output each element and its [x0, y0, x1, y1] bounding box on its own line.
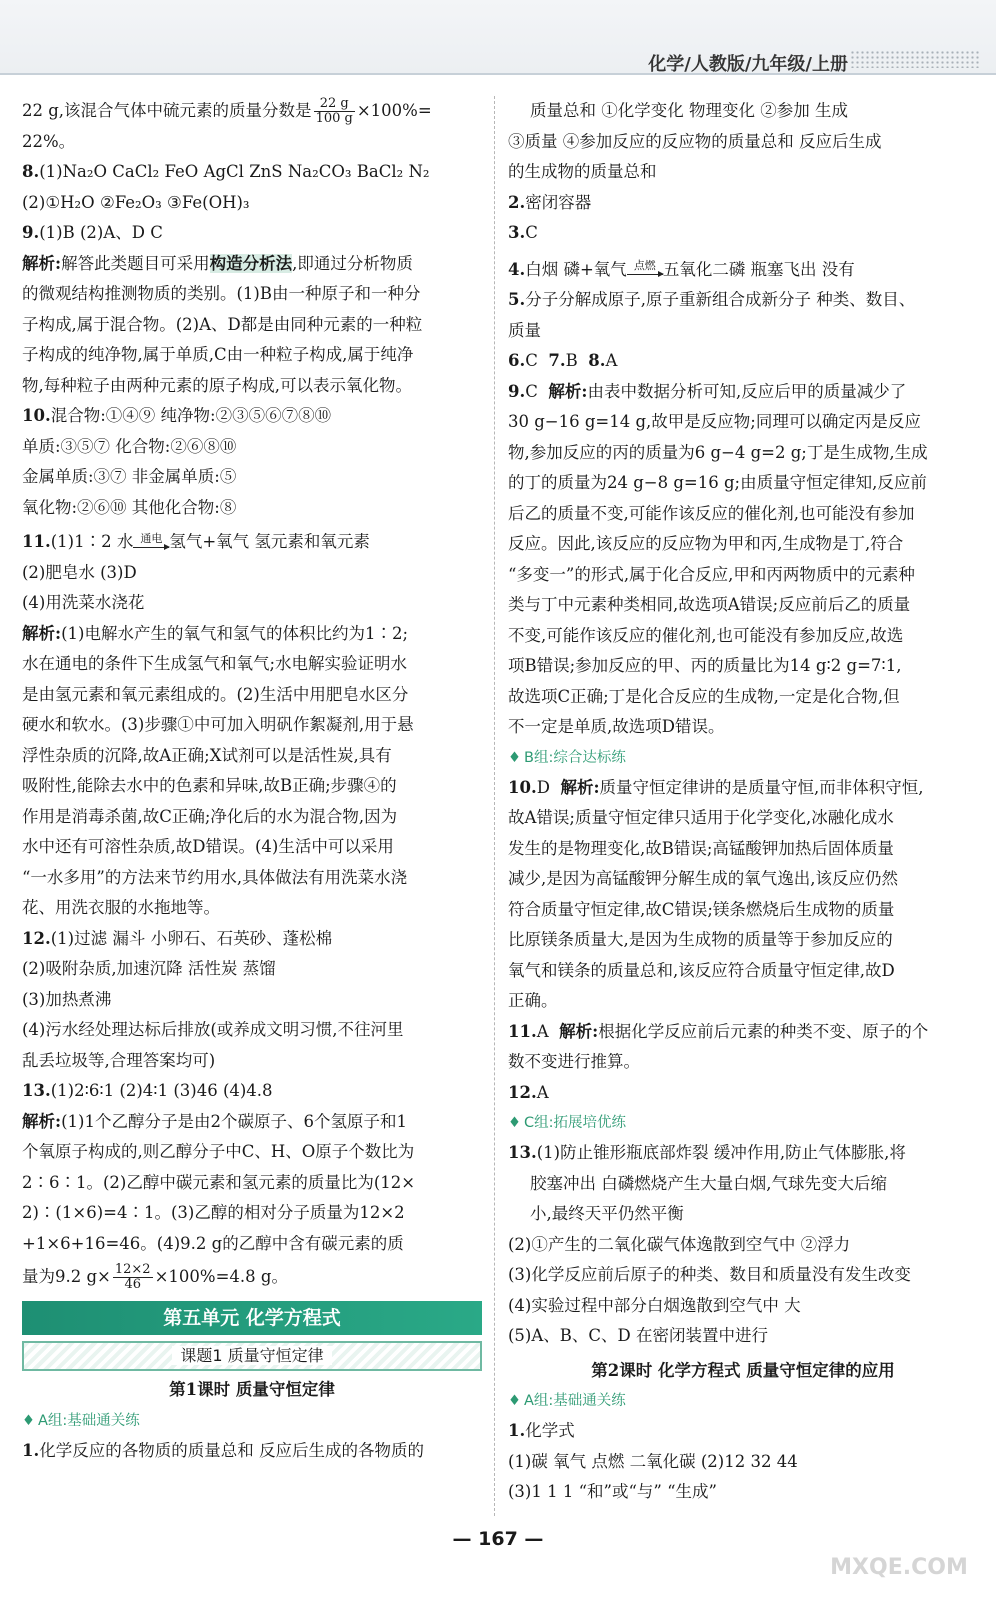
- analysis-line: 比原镁条质量大,是因为生成物的质量等于参加反应的: [508, 930, 893, 949]
- highlighted-term: 构造分析法: [209, 253, 293, 273]
- question-number: 9.: [508, 381, 526, 401]
- answer-text: 化学反应的各物质的质量总和 反应后生成的各物质的: [39, 1440, 424, 1460]
- question-11: [22, 527, 482, 558]
- analysis-line: 后乙的质量不变,可能作该反应的催化剂,也可能没有参加: [508, 503, 915, 523]
- answer-line: (2)①产生的二氧化碳气体逸散到空气中 ②浮力: [508, 1234, 851, 1254]
- text: 解答此类题目可采用: [61, 253, 210, 273]
- group-heading: ♦ A组:基础通关练: [508, 1386, 978, 1416]
- svg-text:MXQE.COM: MXQE.COM: [830, 1555, 968, 1580]
- analysis-label: 解析:: [560, 777, 600, 797]
- analysis-line: 是由氢元素和氧元素组成的。(2)生活中用肥皂水区分: [22, 684, 409, 704]
- analysis-line: 反应。因此,该反应的反应物为甲和丙,生成物是丁,符合: [508, 534, 904, 553]
- answer-text: C: [525, 351, 538, 370]
- analysis-line: 物,参加反应的丙的质量为6 g−4 g=2 g;丁是生成物,生成: [508, 442, 928, 462]
- question-number: 12.: [22, 928, 51, 948]
- analysis-line: 减少,是因为高锰酸钾分解生成的氧气逸出,该反应仍然: [508, 869, 898, 888]
- question-12: [508, 1078, 978, 1109]
- question-number: 2.: [508, 192, 526, 212]
- question-12: [22, 924, 482, 955]
- reaction-arrow: [627, 259, 663, 277]
- analysis-line: 符合质量守恒定律,故C错误;镁条燃烧后生成物的质量: [508, 899, 895, 919]
- analysis-line: [22, 249, 482, 280]
- analysis-line: 项B错误;参加反应的甲、丙的质量比为14 g∶2 g=7∶1,: [508, 656, 902, 675]
- answer-text: (1)过滤 漏斗 小卵石、石英砂、蓬松棉: [50, 928, 333, 948]
- right-column: [508, 96, 978, 1508]
- question-10: [508, 773, 978, 804]
- column-divider: [494, 96, 495, 1516]
- analysis-line: 氧气和镁条的质量总和,该反应符合质量守恒定律,故D: [508, 960, 895, 980]
- analysis-line: “多变一”的形式,属于化合反应,甲和丙两物质中的元素种: [508, 564, 915, 584]
- analysis-line: 故选项C正确;丁是化合反应的生成物,一定是化合物,但: [508, 686, 900, 706]
- header-title: 化学/人教版/九年级/上册: [648, 54, 848, 75]
- analysis-label: 解析:: [548, 381, 588, 401]
- questions-6-8: [508, 346, 978, 377]
- analysis-line: [22, 1259, 482, 1295]
- analysis-line: 子构成的纯净物,属于单质,C由一种粒子构成,属于纯净: [22, 345, 414, 364]
- analysis-line: 故A错误;质量守恒定律只适用于化学变化,冰融化成水: [508, 808, 894, 827]
- answer-line: (2)肥皂水 (3)D: [22, 562, 137, 582]
- question-number: 13.: [508, 1143, 537, 1162]
- analysis-line: [22, 1107, 482, 1138]
- answer-text: 氢气+氧气 氢元素和氧元素: [169, 532, 370, 551]
- group-heading: ♦ A组:基础通关练: [22, 1406, 482, 1436]
- analysis-line: 的丁的质量为24 g−8 g=16 g;由质量守恒定律知,反应前: [508, 473, 927, 492]
- answer-line: 氧化物:②⑥⑩ 其他化合物:⑧: [22, 497, 237, 517]
- question-number: 5.: [508, 290, 526, 309]
- group-heading: ♦ C组:拓展培优练: [508, 1108, 978, 1138]
- question-number: 8.: [588, 351, 606, 370]
- answer-line: 质量: [508, 320, 541, 340]
- page-number: — 167 —: [452, 1528, 544, 1550]
- question-number: 8.: [22, 162, 40, 181]
- question-9: [22, 218, 482, 249]
- analysis-line: 的微观结构推测物质的类别。(1)B由一种原子和一种分: [22, 284, 421, 303]
- reaction-arrow: [133, 531, 169, 550]
- answer-text: 分子分解成原子,原子重新组合成新分子 种类、数目、: [525, 290, 916, 309]
- question-number: 11.: [22, 532, 51, 551]
- text: 由表中数据分析可知,反应后甲的质量减少了: [587, 381, 907, 401]
- question-2: [508, 188, 978, 219]
- question-number: 7.: [548, 351, 566, 370]
- answer-text: (1)2∶6∶1 (2)4∶1 (3)46 (4)4.8: [50, 1081, 273, 1100]
- analysis-line: “一水多用”的方法来节约用水,具体做法有用洗菜水浇: [22, 867, 408, 887]
- answer-line: (1)碳 氧气 点燃 二氧化碳 (2)12 32 44: [508, 1451, 798, 1471]
- analysis-label: 解析:: [22, 623, 62, 643]
- question-number: 13.: [22, 1081, 51, 1100]
- text: (1)电解水产生的氧气和氢气的体积比约为1∶2;: [61, 623, 409, 643]
- text: (1)1个乙醇分子是由2个碳原子、6个氢原子和1: [61, 1111, 407, 1131]
- question-10: [22, 401, 482, 432]
- question-number: 4.: [508, 259, 526, 279]
- analysis-line: 吸附性,能除去水中的色素和异味,故B正确;步骤④的: [22, 776, 397, 795]
- answer-line: (3)加热煮沸: [22, 989, 112, 1009]
- period-title: 第1课时 质量守恒定律: [169, 1380, 335, 1399]
- answer-text: 密闭容器: [525, 192, 592, 212]
- watermark-logo: [824, 1540, 974, 1590]
- answer-text: 五氧化二磷 瓶塞飞出 没有: [662, 259, 855, 279]
- answer-line: (2)吸附杂质,加速沉降 活性炭 蒸馏: [22, 959, 276, 978]
- period-title: 第2课时 化学方程式 质量守恒定律的应用: [591, 1360, 895, 1380]
- answer-line: (3)1 1 1 “和”或“与” “生成”: [508, 1482, 717, 1501]
- question-11: [508, 1017, 978, 1048]
- answer-text: (1)防止锥形瓶底部炸裂 缓冲作用,防止气体膨胀,将: [536, 1143, 906, 1162]
- analysis-line: 硬水和软水。(3)步骤①中可加入明矾作絮凝剂,用于悬: [22, 715, 414, 734]
- analysis-line: 子构成,属于混合物。(2)A、D都是由同种元素的一种粒: [22, 314, 423, 334]
- fraction: [314, 97, 355, 126]
- answer-text: A: [536, 1082, 549, 1102]
- question-number: 1.: [22, 1440, 40, 1460]
- question-13: [508, 1138, 978, 1169]
- answer-line: (4)用洗菜水浇花: [22, 593, 145, 612]
- question-3: [508, 218, 978, 249]
- answer-text: C: [525, 381, 538, 401]
- answer-line: 单质:③⑤⑦ 化合物:②⑥⑧⑩: [22, 436, 237, 456]
- analysis-line: 作用是消毒杀菌,故C正确;净化后的水为混合物,因为: [22, 806, 398, 826]
- answer-line: ③质量 ④参加反应的反应物的质量总和 反应后生成: [508, 131, 882, 151]
- analysis-line: [22, 619, 482, 650]
- analysis-line: 30 g−16 g=14 g,故甲是反应物;同理可以确定丙是反应: [508, 412, 921, 431]
- question-number: 9.: [22, 223, 40, 242]
- question-number: 10.: [508, 777, 537, 797]
- analysis-line: 花、用洗衣服的水拖地等。: [22, 898, 220, 917]
- reaction-condition: 通电: [140, 531, 163, 545]
- question-number: 10.: [22, 406, 51, 425]
- analysis-line: 个氧原子构成的,则乙醇分子中C、H、O原子个数比为: [22, 1142, 415, 1161]
- answer-line: 乱丢垃圾等,合理答案均可): [22, 1050, 216, 1070]
- denominator: 46: [124, 1277, 141, 1292]
- question-number: 12.: [508, 1082, 537, 1102]
- analysis-line: +1×6+16=46。(4)9.2 g的乙醇中含有碳元素的质: [22, 1233, 404, 1253]
- answer-line: (5)A、B、C、D 在密闭装置中进行: [508, 1326, 769, 1345]
- answer-text: (1)Na₂O CaCl₂ FeO AgCl ZnS Na₂CO₃ BaCl₂ N₂: [39, 162, 430, 181]
- group-heading: ♦ B组:综合达标练: [508, 743, 978, 773]
- answer-line: (2)①H₂O ②Fe₂O₃ ③Fe(OH)₃: [22, 192, 250, 212]
- question-number: 11.: [508, 1021, 537, 1041]
- answer-text: (1)1∶2 水: [50, 532, 134, 551]
- question-8: [22, 157, 482, 188]
- answer-line: 金属单质:③⑦ 非金属单质:⑤: [22, 467, 237, 486]
- header-pattern: [850, 50, 980, 68]
- text: 22 g,该混合气体中硫元素的质量分数是: [22, 101, 312, 120]
- answer-text: 化学式: [525, 1421, 575, 1440]
- analysis-line: 水在通电的条件下生成氢气和氧气;水电解实验证明水: [22, 654, 408, 673]
- text: ,即通过分析物质: [292, 253, 413, 273]
- unit-title: 第五单元 化学方程式: [22, 1301, 482, 1335]
- question-4: [508, 255, 978, 286]
- question-number: 1.: [508, 1421, 526, 1440]
- analysis-line: 发生的是物理变化,故B错误;高锰酸钾加热后固体质量: [508, 838, 894, 858]
- answer-text: A: [605, 351, 618, 370]
- text: 量为9.2 g×: [22, 1267, 111, 1286]
- text: 质量守恒定律讲的是质量守恒,而非体积守恒,: [599, 777, 924, 797]
- answer-line: (4)实验过程中部分白烟逸散到空气中 大: [508, 1295, 801, 1315]
- analysis-line: 2∶6∶1。(2)乙醇中碳元素和氢元素的质量比为(12×: [22, 1172, 416, 1192]
- answer-line: [22, 96, 482, 127]
- analysis-line: 2)∶(1×6)=4∶1。(3)乙醇的相对分子质量为12×2: [22, 1203, 405, 1222]
- answer-line: (3)化学反应前后原子的种类、数目和质量没有发生改变: [508, 1265, 911, 1284]
- analysis-line: 类与丁中元素种类相同,故选项A错误;反应前后乙的质量: [508, 595, 911, 614]
- lesson-title: [22, 1341, 482, 1371]
- analysis-line: 不变,可能作该反应的催化剂,也可能没有参加反应,故选: [508, 625, 904, 645]
- analysis-line: 不一定是单质,故选项D错误。: [508, 717, 725, 736]
- answer-line: 22%。: [22, 131, 76, 151]
- text: ×100%=: [356, 101, 432, 120]
- analysis-label: 解析:: [559, 1021, 599, 1041]
- question-1: [22, 1436, 482, 1467]
- question-number: 3.: [508, 223, 526, 242]
- text: 根据化学反应前后元素的种类不变、原子的个: [598, 1021, 929, 1041]
- reaction-condition: 点燃: [633, 259, 656, 272]
- answer-line: 小,最终天平仍然平衡: [530, 1204, 684, 1223]
- answer-text: 混合物:①④⑨ 纯净物:②③⑤⑥⑦⑧⑩: [50, 406, 332, 425]
- answer-line: 胶塞冲出 白磷燃烧产生大量白烟,气球先变大后缩: [530, 1173, 887, 1193]
- text: ×100%=4.8 g。: [154, 1267, 288, 1286]
- analysis-label: 解析:: [22, 253, 62, 273]
- fraction: [113, 1263, 153, 1292]
- numerator: 12×2: [114, 1262, 151, 1277]
- question-5: [508, 285, 978, 316]
- analysis-line: 物,每种粒子由两种元素的原子构成,可以表示氧化物。: [22, 375, 412, 395]
- answer-text: (1)B (2)A、D C: [39, 223, 163, 242]
- analysis-line: 数不变进行推算。: [508, 1052, 640, 1071]
- answer-line: 质量总和 ①化学变化 物理变化 ②参加 生成: [530, 101, 848, 120]
- answer-text: D: [536, 777, 550, 797]
- answer-text: B: [565, 351, 578, 370]
- numerator: 22 g: [314, 97, 355, 112]
- question-number: 6.: [508, 351, 526, 370]
- answer-text: C: [525, 223, 538, 242]
- analysis-line: 浮性杂质的沉降,故A正确;X试剂可以是活性炭,具有: [22, 745, 392, 765]
- answer-line: (4)污水经处理达标后排放(或养成文明习惯,不往河里: [22, 1020, 404, 1039]
- answer-line: 的生成物的质量总和: [508, 162, 657, 181]
- denominator: 100 g: [315, 111, 353, 126]
- question-9: [508, 377, 978, 408]
- analysis-line: 水中还有可溶性杂质,故D错误。(4)生活中可以采用: [22, 837, 394, 856]
- analysis-line: 正确。: [508, 991, 558, 1010]
- lesson-title-text: 课题1 质量守恒定律: [172, 1346, 331, 1365]
- question-1: [508, 1416, 978, 1447]
- left-column: [22, 96, 482, 1466]
- analysis-label: 解析:: [22, 1111, 62, 1131]
- question-13: [22, 1076, 482, 1107]
- answer-text: A: [536, 1021, 549, 1041]
- answer-text: 白烟 磷+氧气: [525, 259, 627, 279]
